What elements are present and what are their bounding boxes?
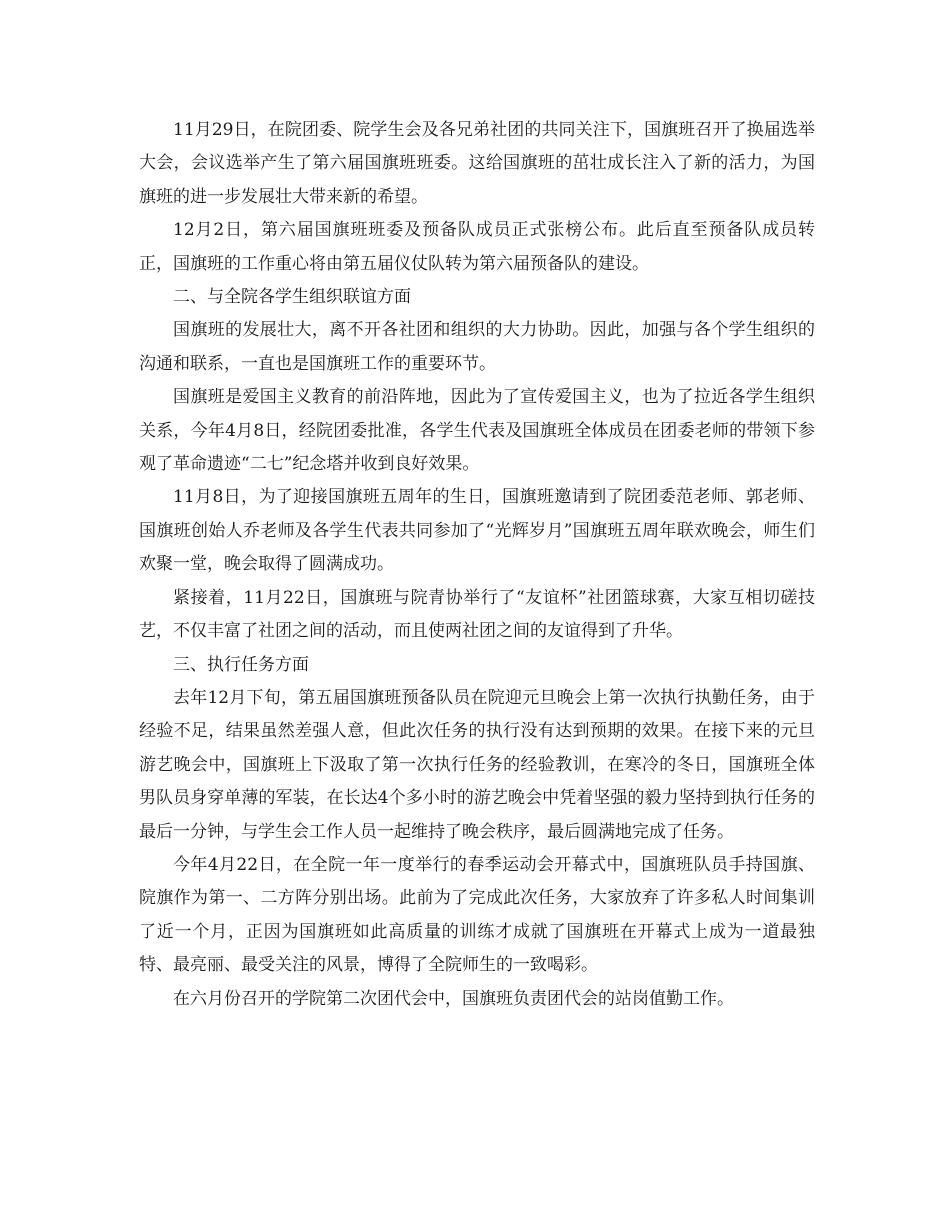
paragraph-election: 11月29日，在院团委、院学生会及各兄弟社团的共同关注下，国旗班召开了换届选举大会，会议选举产生了第六届国旗班班委。这给国旗班的茁壮成长注入了新的活力，为国旗班的进一步发展壮大带来新的希望。 — [139, 120, 815, 207]
paragraph-league-congress: 在六月份召开的学院第二次团代会中，国旗班负责团代会的站岗值勤工作。 — [173, 988, 734, 1009]
paragraph-anniversary-party: 11月8日，为了迎接国旗班五周年的生日，国旗班邀请到了院团委范老师、郭老师、国旗班创始人乔老师及各学生代表共同参加了“光辉岁月”国旗班五周年联欢晚会，师生们欢聚一堂，晚会取得了圆满成功。 — [139, 487, 815, 575]
paragraph-announcement: 12月2日，第六届国旗班班委及预备队成员正式张榜公布。此后直至预备队成员转正，国旗班的工作重心将由第五届仪仗队转为第六届预备队的建设。 — [139, 220, 815, 274]
paragraph-new-year-duty: 去年12月下旬，第五届国旗班预备队员在院迎元旦晚会上第一次执行执勤任务，由于经验不足，结果虽然差强人意，但此次任务的执行没有达到预期的效果。在接下来的元旦游艺晚会中，国旗班上下汲取了第一次执行任务的经验教训，在寒冷的冬日，国旗班全体男队员身穿单薄的军装，在长达4个多小时的游艺晚会中凭着坚强的毅力坚持到执行任务的最后一分钟，与学生会工作人员一起维持了晚会秩序，最后圆满地完成了任务。 — [139, 687, 815, 842]
paragraph-sports-meeting: 今年4月22日，在全院一年一度举行的春季运动会开幕式中，国旗班队员手持国旗、院旗作为第一、二方阵分别出场。此前为了完成此次任务，大家放弃了许多私人时间集训了近一个月，正因为国旗班如此高质量的训练才成就了国旗班在开幕式上成为一道最独特、最亮丽、最受关注的风景，博得了全院师生的一致喝彩。 — [139, 854, 815, 976]
section-heading-tasks: 三、执行任务方面 — [173, 654, 309, 675]
paragraph-basketball-match: 紧接着，11月22日，国旗班与院青协举行了“友谊杯”社团篮球赛，大家互相切磋技艺，不仅丰富了社团之间的活动，而且使两社团之间的友谊得到了升华。 — [139, 587, 815, 642]
paragraph-cooperation: 国旗班的发展壮大，离不开各社团和组织的大力协助。因此，加强与各个学生组织的沟通和联系，一直也是国旗班工作的重要环节。 — [139, 320, 815, 374]
document-page — [139, 114, 815, 1016]
section-heading-liaison: 二、与全院各学生组织联谊方面 — [173, 287, 411, 308]
paragraph-patriotic-visit: 国旗班是爱国主义教育的前沿阵地，因此为了宣传爱国主义，也为了拉近各学生组织关系，今年4月8日，经院团委批准，各学生代表及国旗班全体成员在团委老师的带领下参观了革命遗迹“二七”纪念塔并收到良好效果。 — [139, 387, 815, 475]
